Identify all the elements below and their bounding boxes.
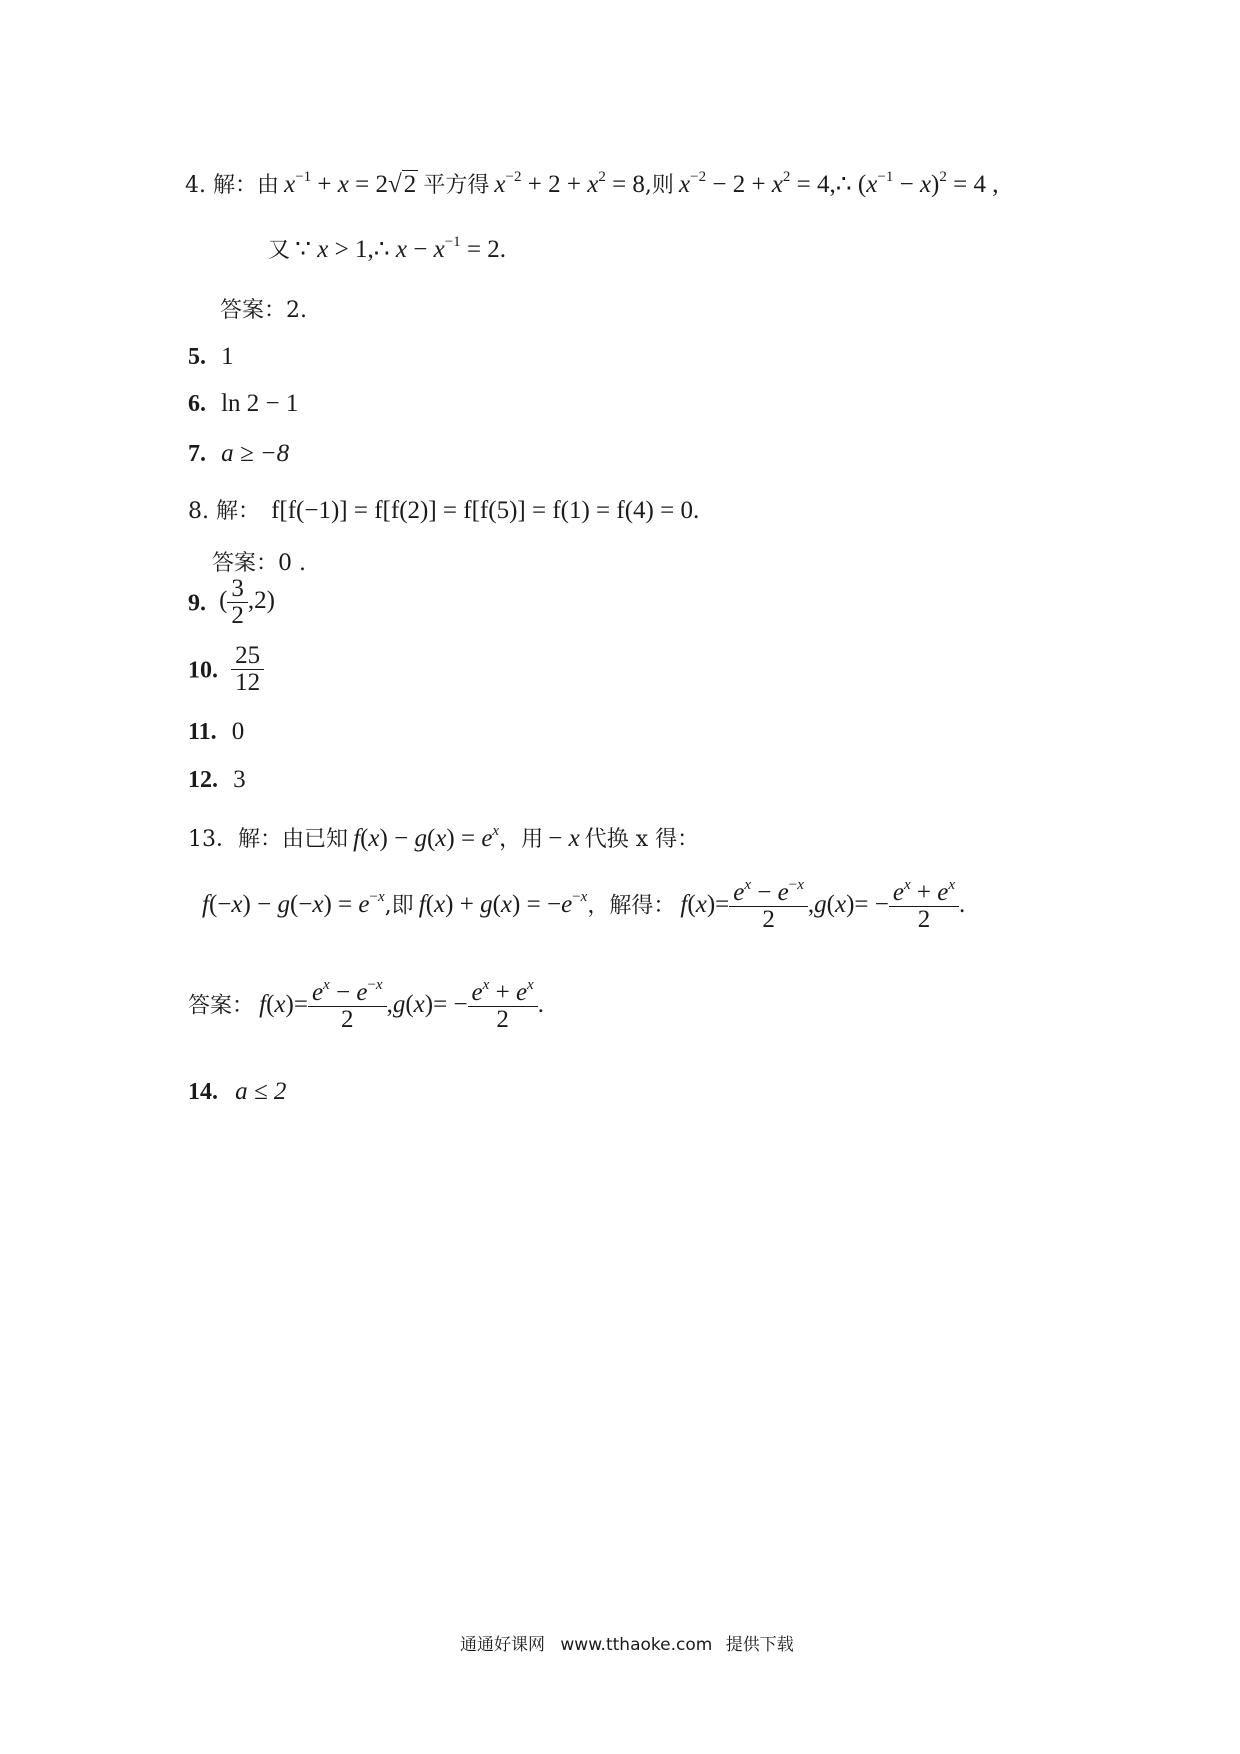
q9-number: 9. [188, 590, 206, 617]
q8-expr: f[f(−1)] = f[f(2)] = f[f(5)] = f(1) = f(4) = 0. [271, 497, 700, 524]
q4-eq1: $x^{-1} + x = 2√2$ [284, 169, 417, 198]
q6 [188, 390, 298, 418]
q12-number: 12. [188, 767, 218, 793]
q13-label: 13．解： [188, 827, 282, 852]
q8-line [188, 494, 699, 525]
q8-label: 8. 解： [188, 499, 260, 524]
q14-answer: a ≤ 2 [235, 1078, 287, 1105]
q7-number: 7. [188, 441, 206, 467]
q4-line2: 又 ∵ x > 1,∴ $x - x^{-1} = 2$. [268, 234, 507, 263]
q10-answer: $\frac{25}{12}$ [231, 654, 264, 681]
q10-number: 10. [188, 657, 218, 684]
q11 [188, 718, 244, 746]
q14-number: 14. [188, 1079, 218, 1105]
footer-site-name: 通通好课网 [460, 1635, 545, 1655]
q4-answer: 答案：2. [220, 298, 307, 323]
q12 [188, 766, 246, 794]
footer [460, 1630, 794, 1655]
q4-eq4: ∵ x > 1,∴ $x - x^{-1} = 2$. [295, 234, 507, 263]
q5 [188, 343, 234, 371]
q6-answer: ln 2 − 1 [221, 390, 299, 417]
q6-number: 6. [188, 391, 206, 417]
q5-answer: 1 [221, 343, 234, 370]
footer-suffix: 提供下载 [725, 1635, 794, 1655]
q9-answer: ( $\frac{3}{2}$ ,2) [219, 575, 275, 630]
q10 [188, 643, 264, 697]
q5-number: 5. [188, 344, 206, 370]
q9 [188, 576, 275, 630]
q7-answer: a ≥ −8 [221, 440, 290, 467]
q13-line2: $f(-x) - g(-x) = e^{-x}$,即 $f(x) + g(x) = -e^{-x}$，解得： f(x)= $\frac{e^x - e^{-x}}{2}$ ,g(x)= − $\frac{e^x + e^x}{2}$ . [202, 877, 966, 934]
footer-url[interactable]: www.tthaoke.com [560, 1635, 713, 1655]
q4-eq3: $x^{-2} - 2 + x^2$ = 4,∴ $(x^{-1} - x)^2 = 4$ , [679, 169, 999, 198]
q13-answer: 答案： f(x)= $\frac{e^x - e^{-x}}{2}$ ,g(x)= − $\frac{e^x + e^x}{2}$ . [188, 977, 544, 1034]
q8-answer: 答案：0 . [212, 551, 306, 576]
q4-label: 4. 解： [185, 173, 257, 198]
q4-line1: 4. 解：由 $x^{-1} + x = 2√2$ 平方得 $x^{-2} + 2 + x^2 = 8$,则 $x^{-2} - 2 + x^2$ = 4,∴ $(x^{-1} - x)^2 = 4$ , [185, 169, 999, 198]
q12-answer: 3 [233, 766, 246, 793]
q14 [188, 1078, 286, 1106]
q7 [188, 440, 289, 468]
q13-solution: f(x)= $\frac{e^x - e^{-x}}{2}$ ,g(x)= − $\frac{e^x + e^x}{2}$ . [680, 877, 966, 934]
q11-number: 11. [188, 719, 217, 745]
q13-line1: 13．解：由已知 $f(x) - g(x) = e^x$，用 − x 代换 x 得： [188, 823, 700, 852]
q11-answer: 0 [231, 718, 245, 745]
q4-eq2: $x^{-2} + 2 + x^2 = 8$ [494, 169, 645, 198]
